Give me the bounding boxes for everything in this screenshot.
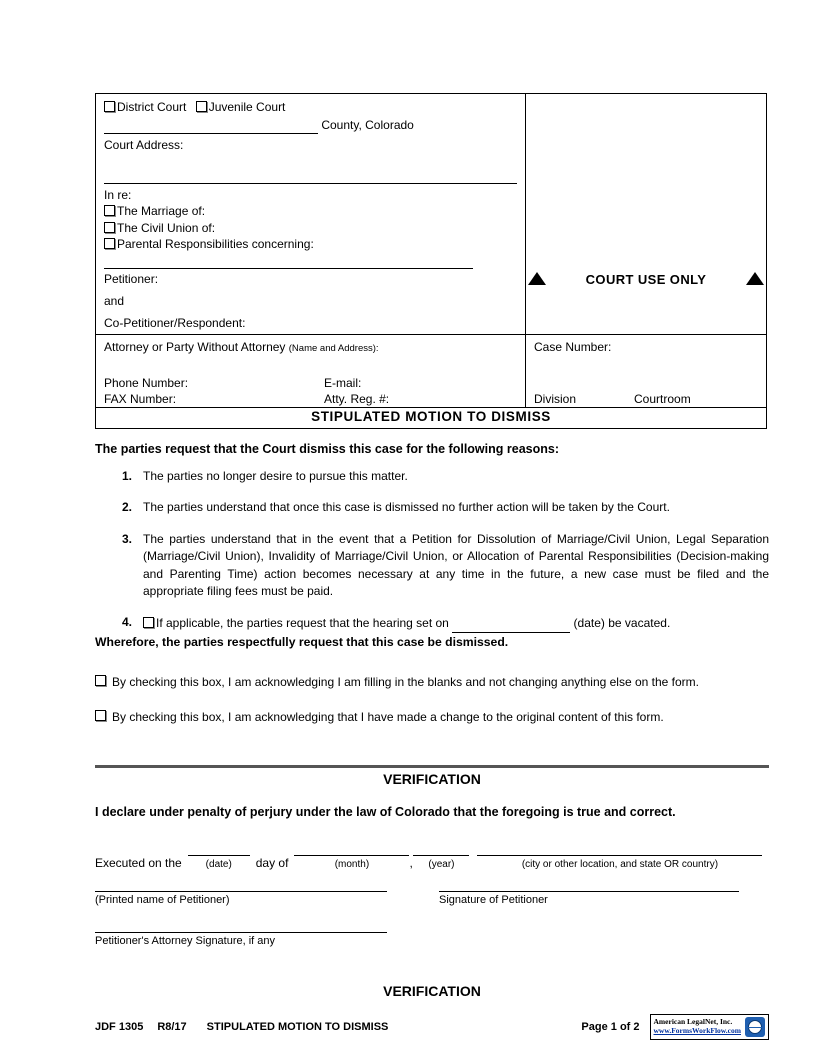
signature-field	[439, 890, 739, 906]
caption-right-column	[526, 94, 766, 407]
location-sublabel: (city or other location, and state OR country)	[521, 859, 719, 870]
wherefore-text: Wherefore, the parties respectfully request that this case be dismissed.	[95, 634, 509, 649]
month-sublabel: (month)	[334, 859, 370, 870]
list-item-text: The parties understand that in the event that a Petition for Dissolution of Marriage/Civil Union, Legal Separation (Marriage/Civil Union), Invalidity of Marriage/Civil Union, or Allocation of Parental Responsibilities (Decision-making and Parenting Time) action becomes necessary at any time in the future, a new case must be filed and the appropriate filing fees must be paid.	[143, 531, 769, 598]
phone-email-row	[104, 376, 514, 390]
location-input-line[interactable]	[477, 843, 762, 856]
checkbox-hearing-vacated[interactable]	[143, 617, 154, 628]
attorney-signature-label: Petitioner's Attorney Signature, if any	[95, 935, 276, 947]
court-type-row	[104, 100, 525, 115]
court-address-row	[104, 138, 525, 153]
checkbox-acknowledge-change[interactable]	[95, 710, 106, 721]
footer-form-name: STIPULATED MOTION TO DISMISS	[206, 1021, 389, 1033]
acknowledgement-2	[95, 708, 769, 726]
parental-responsibilities-label: Parental Responsibilities concerning:	[117, 237, 314, 252]
fax-number-label: FAX Number:	[104, 392, 177, 406]
caption-box	[95, 93, 767, 408]
day-of-label: day of	[255, 856, 289, 870]
attorney-block	[96, 334, 525, 407]
form-body	[95, 442, 769, 726]
signature-area	[95, 890, 769, 947]
executed-on-row: Executed on the (date) day of (month) , (year) (city or other location, and state OR country)	[95, 843, 769, 870]
verification-heading: VERIFICATION	[383, 771, 481, 787]
checkbox-civil-union-of[interactable]	[104, 222, 115, 233]
phone-number-label: Phone Number:	[104, 376, 189, 390]
county-input-line[interactable]	[104, 117, 318, 133]
fax-reg-row	[104, 392, 514, 406]
case-number-label: Case Number:	[534, 340, 612, 354]
date-sublabel: (date)	[205, 859, 232, 870]
verification-heading-2: VERIFICATION	[383, 983, 481, 999]
district-court-label: District Court	[117, 100, 187, 114]
checkbox-juvenile-court[interactable]	[196, 101, 207, 112]
in-re-label: In re:	[104, 188, 132, 203]
footer-page-number: Page 1 of 2	[581, 1021, 640, 1033]
printed-name-label: (Printed name of Petitioner)	[95, 894, 230, 906]
attorney-signature-field	[95, 931, 387, 947]
checkbox-marriage-of[interactable]	[104, 205, 115, 216]
year-input-line[interactable]	[413, 843, 469, 856]
section-divider	[95, 765, 769, 768]
legalnet-url[interactable]: www.FormsWorkFlow.com	[653, 1026, 741, 1035]
list-item-number: 1.	[122, 469, 133, 483]
case-number-block	[526, 334, 766, 407]
atty-reg-label: Atty. Reg. #:	[324, 392, 390, 406]
courtroom-label: Courtroom	[634, 392, 691, 406]
hearing-date-input-line[interactable]	[452, 614, 570, 632]
verification-declaration: I declare under penalty of perjury under the law of Colorado that the foregoing is true and correct.	[95, 805, 676, 819]
civil-union-of-label: The Civil Union of:	[117, 220, 216, 235]
juvenile-court-label: Juvenile Court	[208, 100, 286, 114]
in-re-marriage-row	[104, 204, 525, 219]
division-label: Division	[534, 392, 577, 406]
list-item-text: The parties no longer desire to pursue this matter.	[143, 469, 408, 483]
triangle-right-icon	[746, 272, 764, 285]
footer-form-number: JDF 1305	[95, 1021, 144, 1033]
court-use-only-label: COURT USE ONLY	[585, 272, 707, 287]
globe-icon	[745, 1017, 765, 1037]
list-item-number: 4.	[122, 615, 133, 630]
attorney-signature-input-line[interactable]	[95, 931, 387, 933]
list-item-text: The parties understand that once this case is dismissed no further action will be taken by the Court.	[143, 500, 670, 515]
page-footer	[95, 1014, 769, 1040]
signature-input-line[interactable]	[439, 890, 739, 892]
court-use-only-row	[526, 272, 766, 287]
list-item-number: 3.	[122, 531, 133, 546]
list-item	[95, 531, 769, 601]
in-re-civil-union-row	[104, 221, 525, 236]
legalnet-name: American LegalNet, Inc.	[653, 1017, 733, 1027]
checkbox-district-court[interactable]	[104, 101, 115, 112]
email-label: E-mail:	[324, 376, 362, 390]
reasons-list	[95, 468, 769, 633]
attorney-label-row	[104, 340, 525, 354]
court-identification-block	[96, 94, 525, 334]
in-re-parental-row	[104, 237, 525, 252]
printed-name-input-line[interactable]	[95, 890, 387, 892]
attorney-label: Attorney or Party Without Attorney	[104, 340, 286, 354]
body-lead-text: The parties request that the Court dismiss this case for the following reasons:	[95, 442, 559, 456]
acknowledgement-2-text: By checking this box, I am acknowledging that I have made a change to the original content of this form.	[112, 709, 664, 724]
marriage-of-label: The Marriage of:	[117, 204, 206, 219]
list-item-text-after: (date) be vacated.	[573, 616, 671, 631]
list-item	[95, 499, 769, 516]
year-sublabel: (year)	[428, 859, 455, 870]
and-label: and	[104, 293, 125, 308]
court-address-input-line[interactable]	[104, 182, 517, 184]
form-title-bar: STIPULATED MOTION TO DISMISS	[95, 407, 767, 429]
list-item	[95, 614, 769, 632]
acknowledgement-1-text: By checking this box, I am acknowledging I am filling in the blanks and not changing anything else on the form.	[112, 674, 700, 689]
county-row	[104, 117, 525, 133]
signature-label: Signature of Petitioner	[439, 894, 548, 906]
list-item	[95, 468, 769, 485]
checkbox-parental-responsibilities[interactable]	[104, 238, 115, 249]
legalnet-stamp[interactable]	[650, 1014, 770, 1040]
attorney-label-paren: (Name and Address):	[288, 343, 379, 354]
co-petitioner-label: Co-Petitioner/Respondent:	[104, 316, 246, 331]
list-item-text: If applicable, the parties request that the hearing set on	[156, 616, 449, 631]
day-input-line[interactable]	[188, 843, 250, 856]
petitioner-label: Petitioner:	[104, 271, 159, 286]
month-input-line[interactable]	[294, 843, 409, 856]
court-use-only-block	[526, 94, 766, 334]
caption-left-column	[96, 94, 526, 407]
acknowledgement-1	[95, 673, 769, 691]
court-address-label: Court Address:	[104, 137, 184, 152]
footer-revision: R8/17	[157, 1021, 187, 1033]
party-name-input-line[interactable]	[104, 267, 473, 269]
list-item-number: 2.	[122, 500, 133, 515]
printed-name-field	[95, 890, 387, 906]
triangle-left-icon	[528, 272, 546, 285]
executed-prefix-label: Executed on the	[95, 856, 182, 870]
checkbox-acknowledge-no-change[interactable]	[95, 675, 106, 686]
county-state-label: County, Colorado	[321, 118, 414, 133]
